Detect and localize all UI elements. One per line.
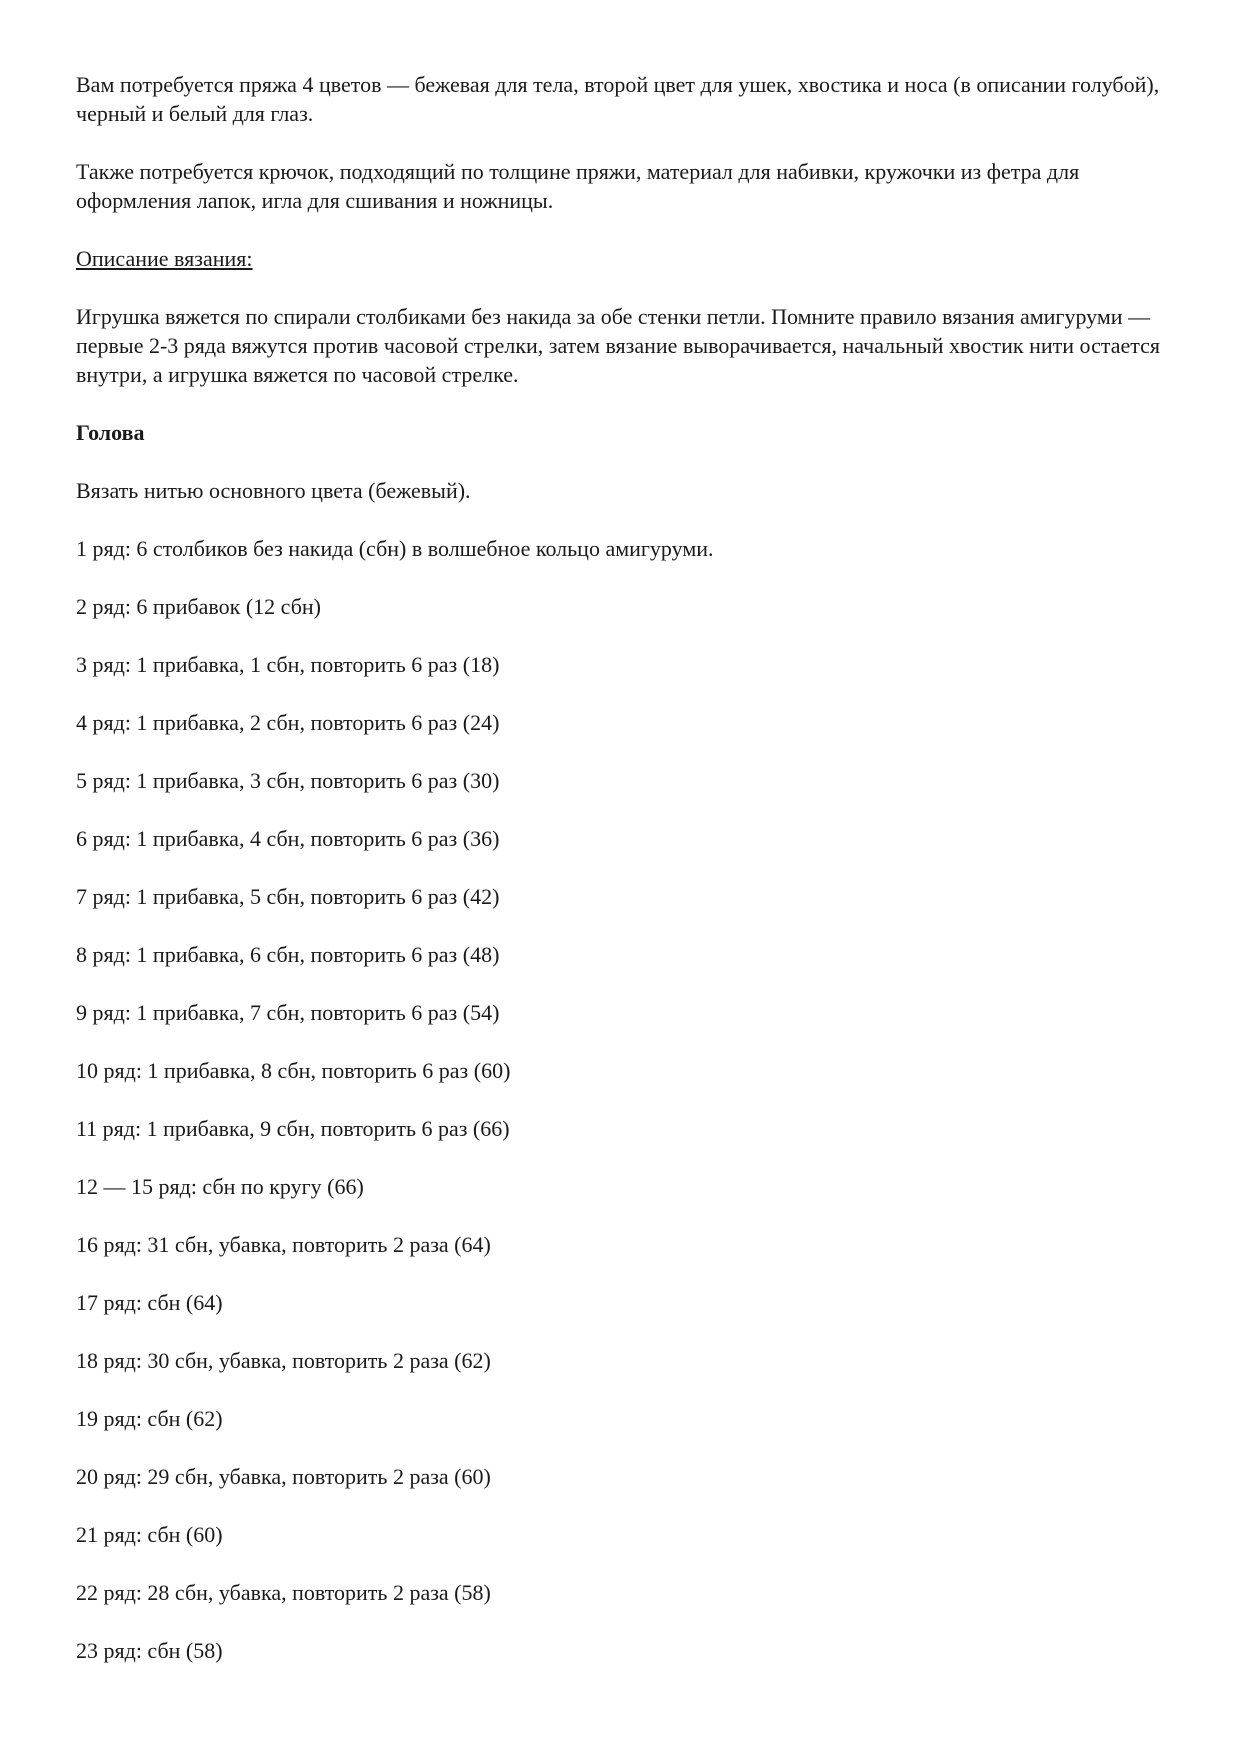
pattern-row: 9 ряд: 1 прибавка, 7 сбн, повторить 6 раз (54) bbox=[76, 1000, 500, 1025]
pattern-row: 18 ряд: 30 сбн, убавка, повторить 2 раза (62) bbox=[76, 1348, 491, 1373]
document-page bbox=[76, 70, 1176, 1694]
pattern-row: 6 ряд: 1 прибавка, 4 сбн, повторить 6 раз (36) bbox=[76, 826, 500, 851]
pattern-row: 8 ряд: 1 прибавка, 6 сбн, повторить 6 раз (48) bbox=[76, 942, 500, 967]
pattern-row: 23 ряд: сбн (58) bbox=[76, 1638, 223, 1663]
pattern-row: 3 ряд: 1 прибавка, 1 сбн, повторить 6 раз (18) bbox=[76, 652, 500, 677]
pattern-row: 1 ряд: 6 столбиков без накида (сбн) в волшебное кольцо амигуруми. bbox=[76, 536, 714, 561]
materials-paragraph: Вам потребуется пряжа 4 цветов — бежевая для тела, второй цвет для ушек, хвостика и носа (в описании голубой), черный и белый для глаз. bbox=[76, 72, 1160, 126]
pattern-row: 2 ряд: 6 прибавок (12 сбн) bbox=[76, 594, 322, 619]
pattern-row: 4 ряд: 1 прибавка, 2 сбн, повторить 6 раз (24) bbox=[76, 710, 500, 735]
description-heading: Описание вязания: bbox=[76, 246, 253, 271]
pattern-row: 22 ряд: 28 сбн, убавка, повторить 2 раза (58) bbox=[76, 1580, 491, 1605]
pattern-row: 19 ряд: сбн (62) bbox=[76, 1406, 223, 1431]
pattern-row: 21 ряд: сбн (60) bbox=[76, 1522, 223, 1547]
pattern-row: 11 ряд: 1 прибавка, 9 сбн, повторить 6 раз (66) bbox=[76, 1116, 510, 1141]
head-rows-list bbox=[76, 534, 1176, 1665]
pattern-row: 17 ряд: сбн (64) bbox=[76, 1290, 223, 1315]
head-section-title: Голова bbox=[76, 420, 145, 445]
description-paragraph: Игрушка вяжется по спирали столбиками без накида за обе стенки петли. Помните правило вязания амигуруми — первые 2-3 ряда вяжутся против часовой стрелки, затем вязание выворачивается, начальный хвостик нити остается внутри, а игрушка вяжется по часовой стрелке. bbox=[76, 304, 1161, 387]
pattern-row: 12 — 15 ряд: сбн по кругу (66) bbox=[76, 1174, 364, 1199]
pattern-row: 5 ряд: 1 прибавка, 3 сбн, повторить 6 раз (30) bbox=[76, 768, 500, 793]
head-color-note: Вязать нитью основного цвета (бежевый). bbox=[76, 478, 471, 503]
pattern-row: 7 ряд: 1 прибавка, 5 сбн, повторить 6 раз (42) bbox=[76, 884, 500, 909]
tools-paragraph: Также потребуется крючок, подходящий по толщине пряжи, материал для набивки, кружочки из фетра для оформления лапок, игла для сшивания и ножницы. bbox=[76, 159, 1080, 213]
pattern-row: 10 ряд: 1 прибавка, 8 сбн, повторить 6 раз (60) bbox=[76, 1058, 511, 1083]
pattern-row: 16 ряд: 31 сбн, убавка, повторить 2 раза (64) bbox=[76, 1232, 491, 1257]
pattern-row: 20 ряд: 29 сбн, убавка, повторить 2 раза (60) bbox=[76, 1464, 491, 1489]
